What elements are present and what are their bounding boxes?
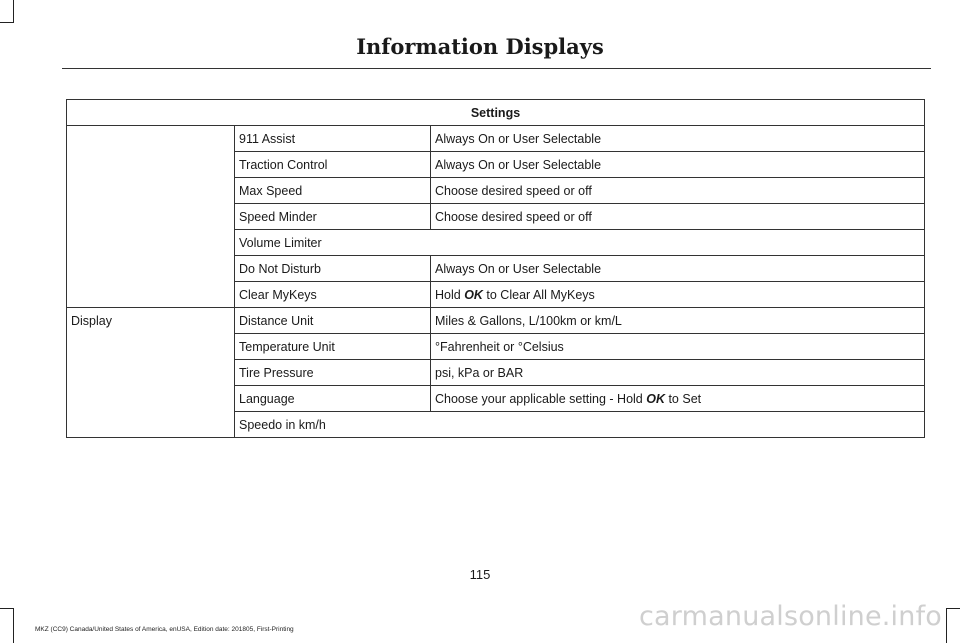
setting-name: Temperature Unit	[235, 334, 431, 360]
setting-value	[431, 386, 925, 412]
table-header-row	[67, 100, 925, 126]
setting-name: Traction Control	[235, 152, 431, 178]
value-text: to Set	[664, 391, 702, 406]
table-heading: Settings	[67, 100, 925, 126]
setting-name: Language	[235, 386, 431, 412]
header-divider	[62, 68, 931, 69]
setting-value: Miles & Gallons, L/100km or km/L	[431, 308, 925, 334]
edition-footer: MKZ (CC9) Canada/United States of America, enUSA, Edition date: 201805, First-Printing	[35, 626, 294, 633]
crop-mark-top-left-horizontal	[0, 22, 14, 23]
setting-value: psi, kPa or BAR	[431, 360, 925, 386]
crop-mark-bottom-left-vertical	[13, 608, 14, 643]
setting-name: Max Speed	[235, 178, 431, 204]
setting-name: Do Not Disturb	[235, 256, 431, 282]
setting-name: Clear MyKeys	[235, 282, 431, 308]
setting-value: Always On or User Selectable	[431, 126, 925, 152]
setting-name: Speed Minder	[235, 204, 431, 230]
group-label-cell	[67, 126, 235, 308]
ok-button-label: OK	[646, 391, 665, 406]
setting-value: °Fahrenheit or °Celsius	[431, 334, 925, 360]
crop-mark-top-left-vertical	[13, 0, 14, 22]
page-number: 115	[469, 567, 491, 582]
watermark: carmanualsonline.info	[639, 601, 942, 632]
setting-value: Choose desired speed or off	[431, 178, 925, 204]
setting-name: 911 Assist	[235, 126, 431, 152]
table-row	[67, 126, 925, 152]
crop-mark-bottom-left-horizontal	[0, 608, 14, 609]
value-text: Choose your applicable setting - Hold	[435, 391, 647, 406]
setting-value: Always On or User Selectable	[431, 256, 925, 282]
setting-name: Volume Limiter	[235, 230, 925, 256]
setting-value	[431, 282, 925, 308]
page-title: Information Displays	[356, 34, 604, 59]
ok-button-label: OK	[464, 287, 483, 302]
crop-mark-bottom-right-horizontal	[946, 608, 960, 609]
setting-name: Tire Pressure	[235, 360, 431, 386]
settings-table	[66, 99, 925, 438]
table-row	[67, 308, 925, 334]
value-text: Hold	[435, 287, 465, 302]
setting-name: Speedo in km/h	[235, 412, 925, 438]
setting-name: Distance Unit	[235, 308, 431, 334]
group-label-cell: Display	[67, 308, 235, 438]
value-text: to Clear All MyKeys	[482, 287, 595, 302]
setting-value: Choose desired speed or off	[431, 204, 925, 230]
crop-mark-bottom-right-vertical	[946, 608, 947, 643]
setting-value: Always On or User Selectable	[431, 152, 925, 178]
